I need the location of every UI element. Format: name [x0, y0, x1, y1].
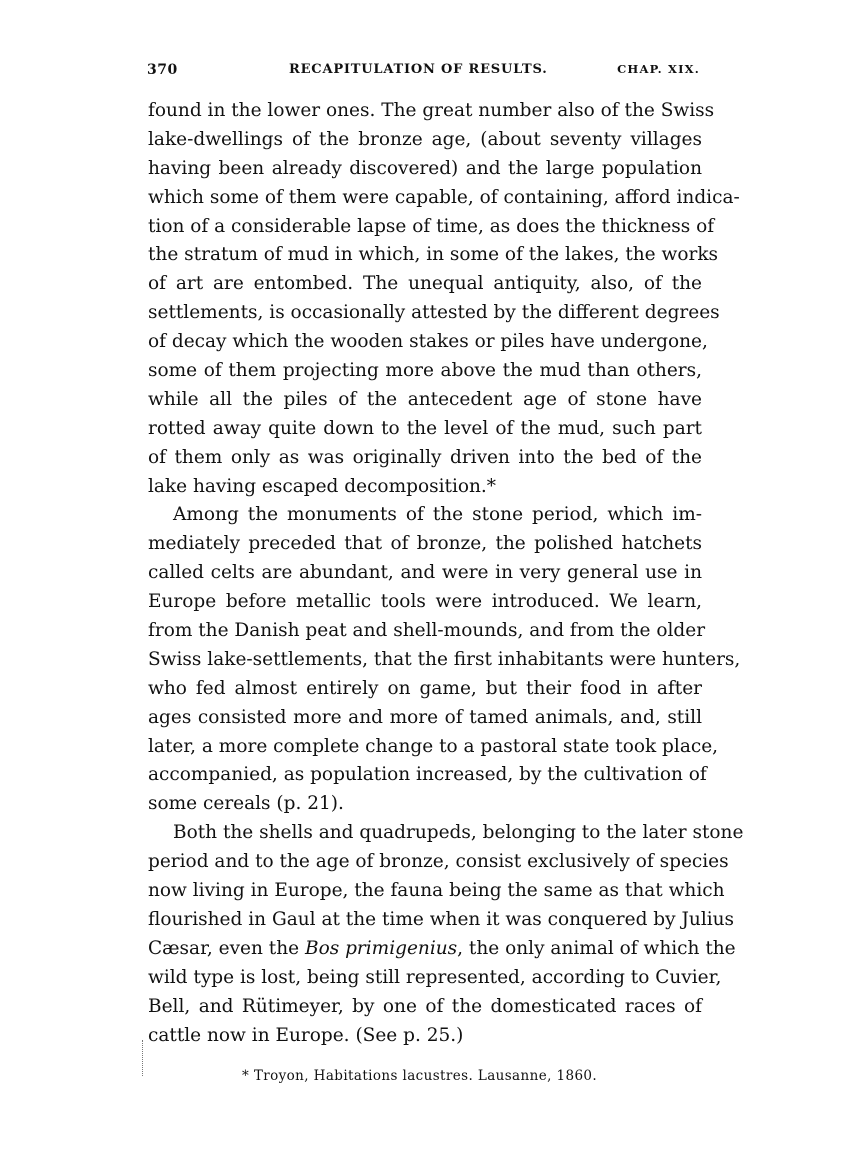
text-line: cattle now in Europe. (See p. 25.) — [148, 1024, 464, 1046]
text-line: of them only as was originally driven into the bed of the — [148, 446, 702, 468]
text-line: some cereals (p. 21). — [148, 793, 344, 815]
text-line: Swiss lake-settlements, that the first inhabitants were hunters, — [148, 648, 741, 670]
text-line: which some of them were capable, of containing, afford indica- — [148, 186, 740, 208]
text-line: Europe before metallic tools were introduced. We learn, — [148, 591, 702, 613]
text-line: called celts are abundant, and were in very general use in — [148, 562, 702, 584]
text-line: Both the shells and quadrupeds, belonging to the later stone — [173, 822, 744, 844]
text-line: now living in Europe, the fauna being the same as that which — [148, 880, 725, 902]
text-line: who fed almost entirely on game, but their food in after — [148, 677, 702, 699]
italic-species-name: Bos primigenius — [304, 937, 458, 959]
text-line: of decay which the wooden stakes or piles have undergone, — [148, 331, 708, 353]
chapter-label: CHAP. XIX. — [617, 62, 700, 76]
text-run: Cæsar, even the — [148, 937, 305, 959]
page-number: 370 — [147, 62, 178, 78]
text-line: flourished in Gaul at the time when it was conquered by Julius — [148, 908, 735, 930]
body-text — [148, 97, 744, 1050]
text-line: lake-dwellings of the bronze age, (about seventy villages — [148, 128, 702, 150]
margin-mark — [142, 1040, 146, 1076]
text-line: some of them projecting more above the mud than others, — [148, 360, 702, 382]
text-line — [148, 935, 736, 964]
text-line: found in the lower ones. The great number also of the Swiss — [148, 100, 715, 121]
text-line: tion of a considerable lapse of time, as does the thickness of — [148, 215, 715, 237]
text-line: mediately preceded that of bronze, the polished hatchets — [148, 533, 702, 555]
text-line: while all the piles of the antecedent age of stone have — [148, 388, 702, 410]
text-line: later, a more complete change to a pastoral state took place, — [148, 735, 719, 757]
text-line: of art are entombed. The unequal antiquity, also, of the — [148, 273, 702, 295]
text-line: the stratum of mud in which, in some of the lakes, the works — [148, 244, 719, 266]
text-line: rotted away quite down to the level of the mud, such part — [148, 417, 702, 439]
text-run: , the only animal of which the — [457, 937, 736, 959]
footnote: * Troyon, Habitations lacustres. Lausanne, 1860. — [242, 1068, 598, 1084]
text-line: from the Danish peat and shell-mounds, and from the older — [148, 620, 706, 642]
text-line: ages consisted more and more of tamed animals, and, still — [148, 706, 702, 728]
running-head — [147, 62, 700, 86]
text-line: Among the monuments of the stone period, which im- — [173, 504, 702, 526]
text-line: settlements, is occasionally attested by the different degrees — [148, 302, 720, 324]
text-line: wild type is lost, being still represented, according to Cuvier, — [148, 966, 722, 988]
text-line: having been already discovered) and the large population — [148, 157, 702, 179]
text-line: accompanied, as population increased, by the cultivation of — [148, 764, 707, 786]
running-title: RECAPITULATION OF RESULTS. — [289, 62, 548, 77]
text-line: period and to the age of bronze, consist exclusively of species — [148, 851, 729, 873]
text-line: lake having escaped decomposition.* — [148, 475, 497, 497]
text-line: Bell, and Rütimeyer, by one of the domesticated races of — [148, 995, 702, 1017]
